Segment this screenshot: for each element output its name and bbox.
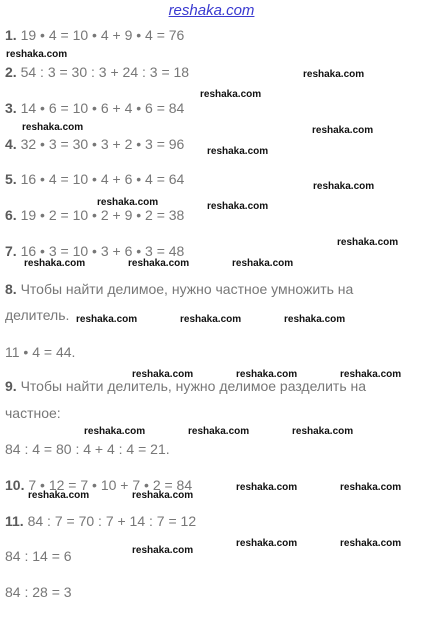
- watermark: reshaka.com: [207, 201, 269, 212]
- line-text: 7 • 12 = 7 • 10 + 7 • 2 = 84: [28, 477, 193, 493]
- line-number: 2.: [5, 64, 17, 80]
- watermark: reshaka.com: [340, 482, 402, 493]
- line-number: 11.: [5, 513, 24, 529]
- solution-line: [5, 243, 184, 259]
- solution-line: [5, 405, 61, 421]
- solution-line: [5, 171, 184, 187]
- watermark: reshaka.com: [232, 258, 294, 269]
- watermark: reshaka.com: [337, 237, 399, 248]
- solution-line: [5, 136, 184, 152]
- watermark: reshaka.com: [76, 314, 138, 325]
- line-number: 3.: [5, 100, 17, 116]
- solution-line: [5, 378, 366, 394]
- watermark: reshaka.com: [24, 258, 86, 269]
- line-number: 7.: [5, 243, 17, 259]
- line-text: 32 • 3 = 30 • 3 + 2 • 3 = 96: [20, 136, 185, 152]
- watermark: reshaka.com: [236, 538, 298, 549]
- watermark: reshaka.com: [132, 490, 194, 501]
- watermark: reshaka.com: [97, 197, 159, 208]
- line-text: 16 • 3 = 10 • 3 + 6 • 3 = 48: [20, 243, 185, 259]
- solution-line: [5, 513, 196, 529]
- line-text: 84 : 7 = 70 : 7 + 14 : 7 = 12: [27, 513, 197, 529]
- line-text: 16 • 4 = 10 • 4 + 6 • 4 = 64: [20, 171, 185, 187]
- watermark: reshaka.com: [340, 369, 402, 380]
- solution-line: [5, 307, 69, 323]
- solution-line: [5, 281, 353, 297]
- line-number: 8.: [5, 281, 17, 297]
- watermark: reshaka.com: [22, 122, 84, 133]
- watermark: reshaka.com: [132, 369, 194, 380]
- solution-line: [5, 207, 184, 223]
- line-text: 14 • 6 = 10 • 6 + 4 • 6 = 84: [20, 100, 185, 116]
- solution-line: [5, 27, 184, 43]
- line-number: 9.: [5, 378, 17, 394]
- watermark: reshaka.com: [284, 314, 346, 325]
- watermark: reshaka.com: [188, 426, 250, 437]
- watermark: reshaka.com: [303, 69, 365, 80]
- line-number: 5.: [5, 171, 17, 187]
- watermark: reshaka.com: [236, 482, 298, 493]
- watermark: reshaka.com: [313, 181, 375, 192]
- line-text: 19 • 4 = 10 • 4 + 9 • 4 = 76: [20, 27, 185, 43]
- line-number: 6.: [5, 207, 17, 223]
- line-text: Чтобы найти делитель, нужно делимое разделить на: [20, 378, 367, 394]
- line-text: 84 : 4 = 80 : 4 + 4 : 4 = 21.: [5, 441, 170, 457]
- line-number: 10.: [5, 477, 25, 493]
- line-text: 84 : 14 = 6: [5, 548, 72, 564]
- line-text: Чтобы найти делимое, нужно частное умножить на: [20, 281, 354, 297]
- watermark: reshaka.com: [132, 545, 194, 556]
- line-number: 4.: [5, 136, 17, 152]
- watermark: reshaka.com: [292, 426, 354, 437]
- watermark: reshaka.com: [340, 538, 402, 549]
- watermark: reshaka.com: [207, 146, 269, 157]
- line-text: 19 • 2 = 10 • 2 + 9 • 2 = 38: [20, 207, 185, 223]
- solution-line: [5, 344, 75, 360]
- line-text: делитель.: [5, 307, 70, 323]
- solution-line: [5, 584, 72, 600]
- watermark: reshaka.com: [28, 490, 90, 501]
- watermark: reshaka.com: [84, 426, 146, 437]
- line-text: 54 : 3 = 30 : 3 + 24 : 3 = 18: [20, 64, 190, 80]
- solution-line: [5, 100, 184, 116]
- watermark: reshaka.com: [180, 314, 242, 325]
- site-header-link[interactable]: reshaka.com: [168, 2, 255, 19]
- line-number: 1.: [5, 27, 17, 43]
- watermark: reshaka.com: [312, 125, 374, 136]
- watermark: reshaka.com: [200, 89, 262, 100]
- solution-line: [5, 441, 170, 457]
- line-text: 11 • 4 = 44.: [5, 344, 76, 360]
- solution-line: [5, 548, 72, 564]
- line-text: 84 : 28 = 3: [5, 584, 72, 600]
- solution-line: [5, 64, 189, 80]
- watermark: reshaka.com: [6, 49, 68, 60]
- line-text: частное:: [5, 405, 61, 421]
- watermark: reshaka.com: [236, 369, 298, 380]
- watermark: reshaka.com: [128, 258, 190, 269]
